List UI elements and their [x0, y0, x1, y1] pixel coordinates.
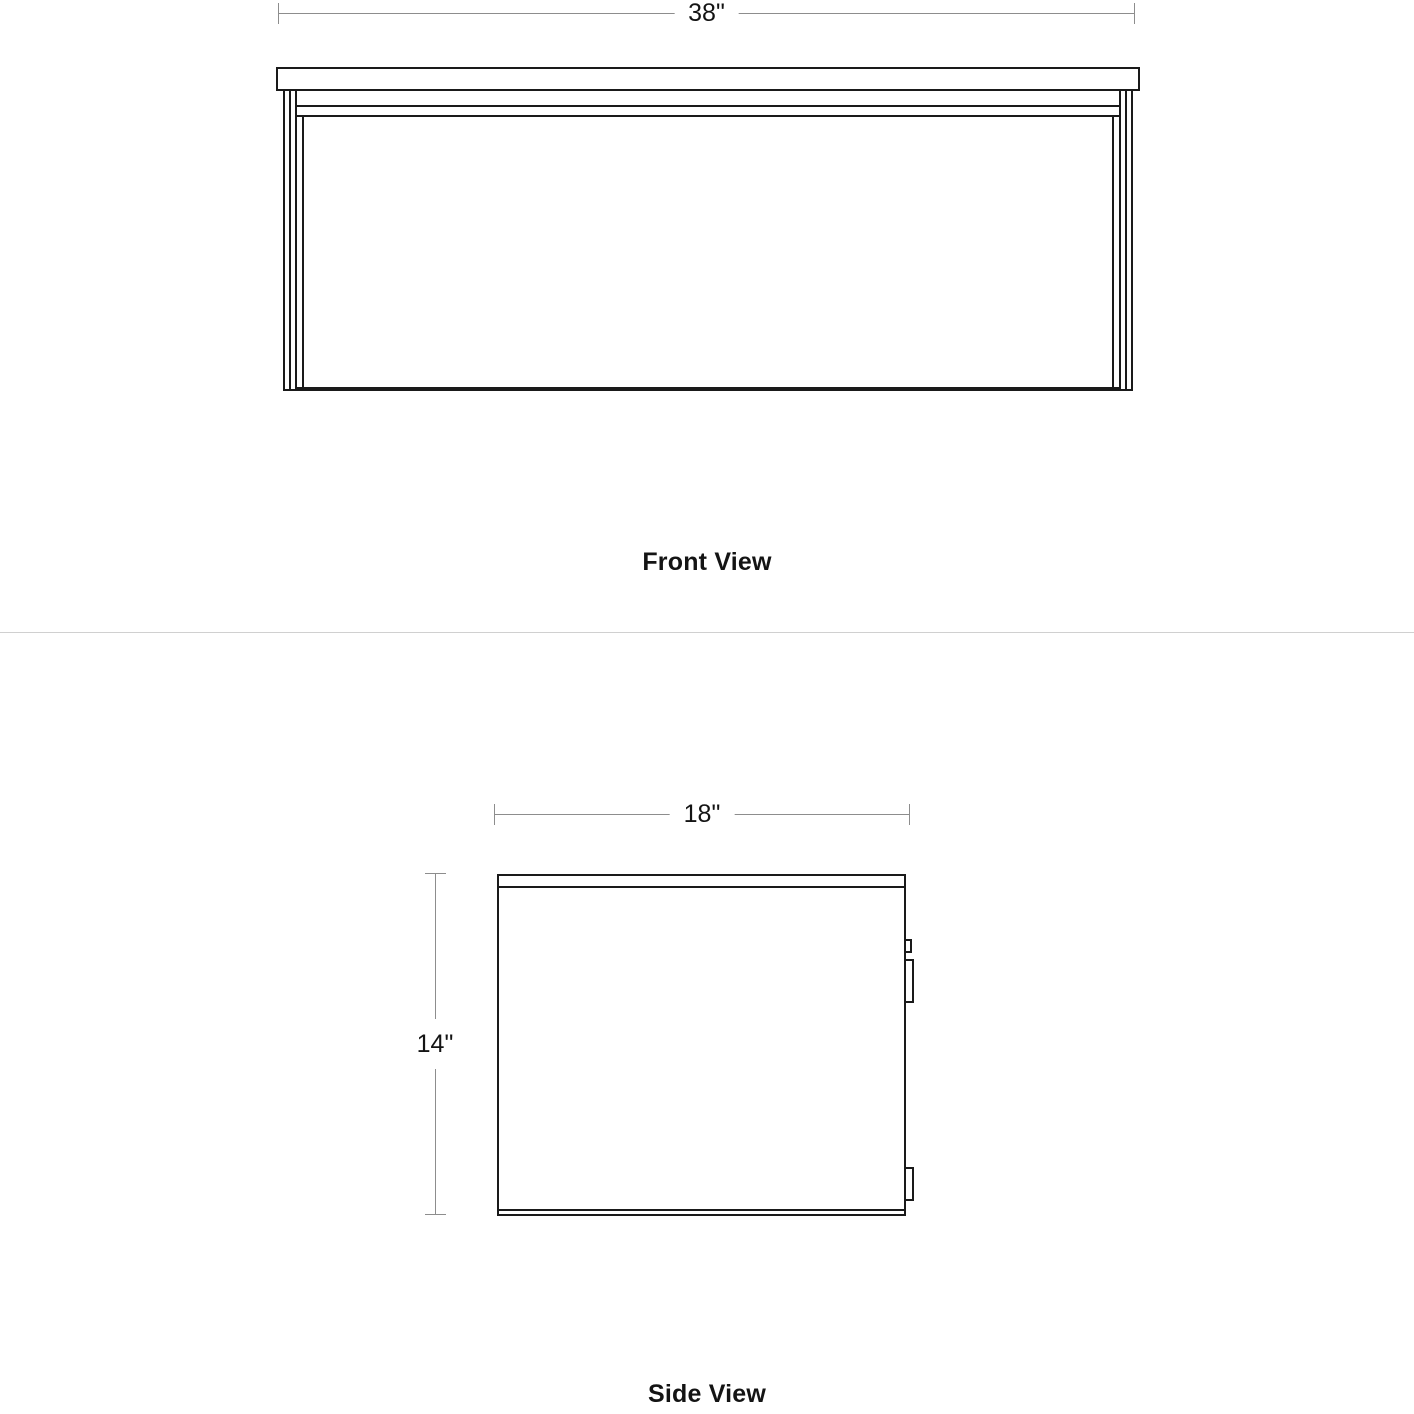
side-view-caption: Side View — [647, 1380, 767, 1408]
dimension-tick-top — [425, 873, 446, 874]
side-view-drawing — [490, 870, 930, 1220]
dimension-tick-bottom — [425, 1214, 446, 1215]
dimension-tick-left — [494, 804, 495, 825]
dimension-tick-right — [1134, 3, 1135, 24]
dimension-tick-right — [909, 804, 910, 825]
front-width-label: 38" — [674, 0, 739, 28]
side-depth-dimension — [494, 799, 910, 829]
side-view-panel — [0, 632, 1414, 1414]
dimension-tick-left — [278, 3, 279, 24]
front-width-dimension — [278, 0, 1135, 28]
side-depth-label: 18" — [670, 799, 735, 829]
front-view-caption: Front View — [642, 548, 772, 576]
side-height-dimension — [416, 873, 454, 1215]
side-height-label: 14" — [417, 1019, 454, 1069]
front-view-panel — [0, 0, 1414, 632]
front-view-drawing — [270, 60, 1146, 405]
